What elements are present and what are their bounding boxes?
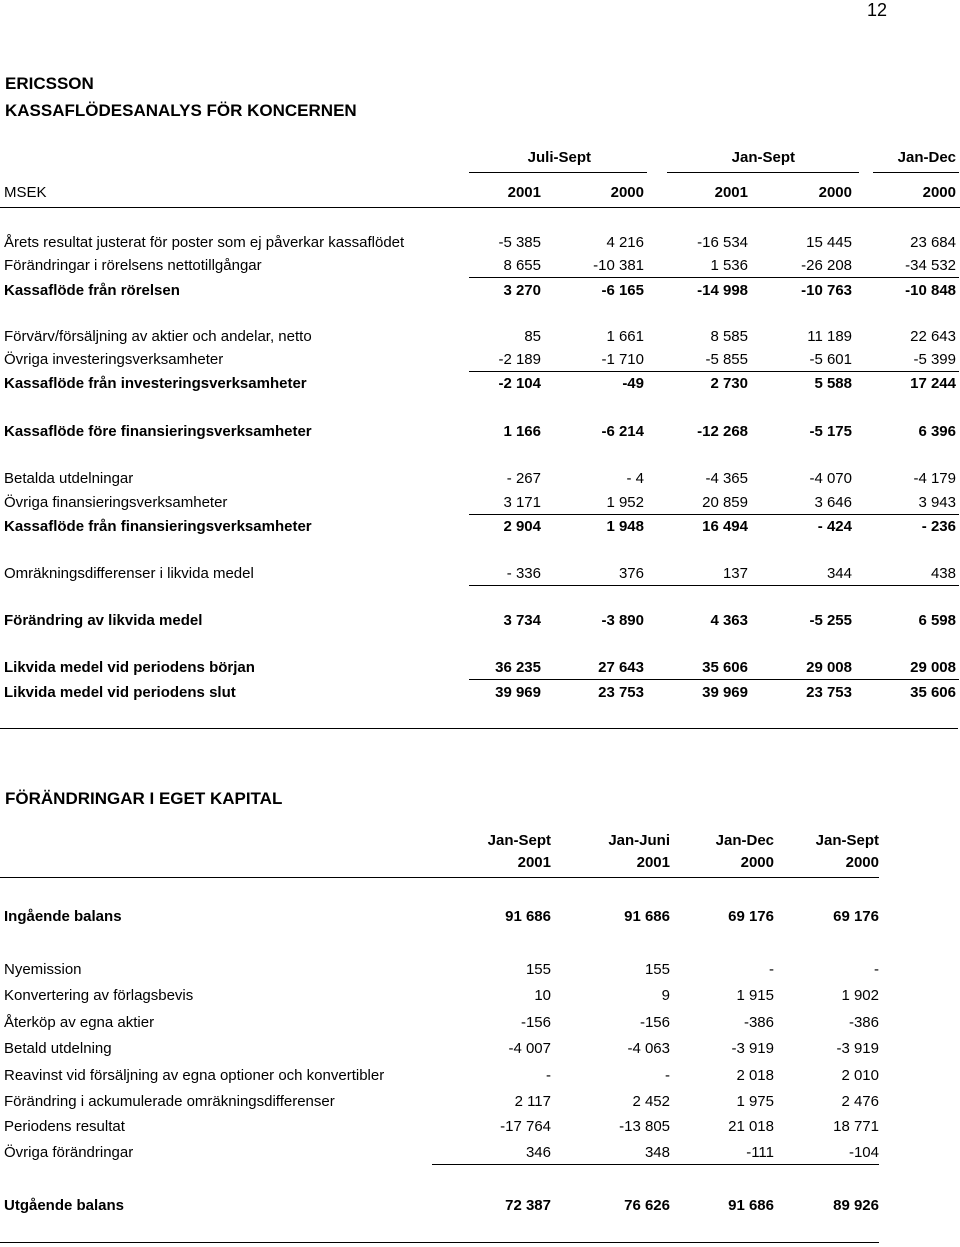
cell-value: 8 655 — [503, 257, 541, 274]
table-row — [0, 1117, 960, 1137]
year-header: 2001 — [636, 854, 670, 871]
cell-value: 20 859 — [702, 494, 748, 511]
cell-value: 29 008 — [806, 659, 852, 676]
equity-year-header — [0, 853, 960, 873]
cell-value: -10 848 — [905, 282, 956, 299]
cell-value: -4 070 — [809, 470, 852, 487]
period-header: Juli-Sept — [527, 149, 591, 166]
cell-value: 2 018 — [736, 1067, 774, 1084]
cell-value: -5 855 — [705, 351, 748, 368]
table-row — [0, 611, 960, 631]
row-label: Periodens resultat — [4, 1118, 125, 1135]
cell-value: -5 255 — [809, 612, 852, 629]
year-header: 2001 — [714, 184, 748, 201]
cell-value: 346 — [525, 1144, 551, 1161]
row-label: Ingående balans — [4, 908, 122, 925]
table-row — [0, 327, 960, 347]
row-label: Omräkningsdifferenser i likvida medel — [4, 565, 254, 582]
table-row — [0, 374, 960, 394]
header-rule — [0, 207, 960, 208]
cell-value: 76 626 — [624, 1197, 670, 1214]
table-row — [0, 233, 960, 253]
cell-value: 1 915 — [736, 987, 774, 1004]
year-header: 2000 — [845, 854, 879, 871]
cell-value: 69 176 — [833, 908, 879, 925]
row-label: Årets resultat justerat för poster som ej påverkar kassaflödet — [4, 234, 405, 251]
cell-value: 1 975 — [736, 1093, 774, 1110]
cell-value: 10 — [534, 987, 551, 1004]
year-header: 2001 — [507, 184, 541, 201]
table-row — [0, 281, 960, 301]
cell-value: -3 919 — [731, 1040, 774, 1057]
cell-value: -13 805 — [619, 1118, 670, 1135]
cell-value: -12 268 — [697, 423, 748, 440]
cashflow-period-header — [0, 148, 960, 168]
cell-value: 35 606 — [702, 659, 748, 676]
period-header: Jan-Juni — [608, 832, 670, 849]
cell-value: 155 — [644, 961, 670, 978]
cell-value: -14 998 — [697, 282, 748, 299]
header-rule — [469, 172, 647, 173]
table-row — [0, 1143, 960, 1163]
cashflow-year-header — [0, 183, 960, 203]
row-label: Kassaflöde från finansieringsverksamheter — [4, 518, 312, 535]
table-row — [0, 256, 960, 276]
year-header: 2000 — [922, 184, 956, 201]
year-header: 2000 — [818, 184, 852, 201]
cell-value: -386 — [848, 1014, 879, 1031]
table-row — [0, 683, 960, 703]
cell-value: -17 764 — [500, 1118, 551, 1135]
cell-value: 23 753 — [806, 684, 852, 701]
cell-value: -49 — [622, 375, 644, 392]
cell-value: - 236 — [921, 518, 956, 535]
row-label: Likvida medel vid periodens början — [4, 659, 255, 676]
year-header: 2001 — [517, 854, 551, 871]
row-label: Förändring i ackumulerade omräkningsdifferenser — [4, 1093, 335, 1110]
cell-value: 348 — [644, 1144, 670, 1161]
section-rule — [0, 728, 958, 729]
period-header: Jan-Sept — [731, 149, 795, 166]
cell-value: -6 214 — [601, 423, 644, 440]
subtotal-rule — [469, 514, 959, 515]
cell-value: 11 189 — [807, 328, 852, 345]
cell-value: 72 387 — [505, 1197, 551, 1214]
cell-value: -3 890 — [601, 612, 644, 629]
subtotal-rule — [469, 679, 959, 680]
cell-value: 4 216 — [606, 234, 644, 251]
table-row — [0, 517, 960, 537]
cell-value: -5 385 — [498, 234, 541, 251]
table-row — [0, 907, 960, 927]
cell-value: - 4 — [626, 470, 644, 487]
cell-value: 35 606 — [910, 684, 956, 701]
row-label: Kassaflöde före finansieringsverksamheter — [4, 423, 312, 440]
cell-value: - — [665, 1067, 670, 1084]
cell-value: 9 — [661, 987, 670, 1004]
cell-value: 17 244 — [910, 375, 956, 392]
row-label: Övriga investeringsverksamheter — [4, 351, 224, 368]
table-row — [0, 1066, 960, 1086]
cell-value: 29 008 — [910, 659, 956, 676]
row-label: Förändringar i rörelsens nettotillgångar — [4, 257, 262, 274]
cell-value: -16 534 — [697, 234, 748, 251]
cell-value: 22 643 — [910, 328, 956, 345]
row-label: Utgående balans — [4, 1197, 125, 1214]
cell-value: -156 — [639, 1014, 670, 1031]
cell-value: 3 943 — [918, 494, 956, 511]
cell-value: 2 904 — [503, 518, 541, 535]
header-rule — [873, 172, 959, 173]
cell-value: 18 771 — [833, 1118, 879, 1135]
cell-value: 85 — [524, 328, 541, 345]
cell-value: 91 686 — [624, 908, 670, 925]
cell-value: 6 396 — [918, 423, 956, 440]
table-row — [0, 1013, 960, 1033]
cell-value: 23 684 — [910, 234, 956, 251]
period-header: Jan-Sept — [487, 832, 551, 849]
cell-value: 89 926 — [833, 1197, 879, 1214]
cell-value: -104 — [848, 1144, 879, 1161]
year-header: 2000 — [740, 854, 774, 871]
cell-value: -4 365 — [705, 470, 748, 487]
cell-value: 3 734 — [503, 612, 541, 629]
cell-value: -386 — [743, 1014, 774, 1031]
cell-value: 438 — [930, 565, 956, 582]
subtotal-rule — [469, 277, 959, 278]
row-label: Återköp av egna aktier — [4, 1014, 155, 1031]
cell-value: 39 969 — [702, 684, 748, 701]
cell-value: -10 763 — [801, 282, 852, 299]
cell-value: 2 010 — [841, 1067, 879, 1084]
cell-value: -4 063 — [627, 1040, 670, 1057]
header-rule — [0, 877, 879, 878]
table-row — [0, 350, 960, 370]
cell-value: 1 902 — [841, 987, 879, 1004]
table-row — [0, 493, 960, 513]
cell-value: -5 175 — [809, 423, 852, 440]
cell-value: - 424 — [817, 518, 852, 535]
cell-value: 2 117 — [514, 1093, 551, 1110]
subtotal-rule — [469, 585, 959, 586]
cell-value: -34 532 — [905, 257, 956, 274]
cell-value: 3 646 — [814, 494, 852, 511]
cell-value: 5 588 — [814, 375, 852, 392]
cell-value: -2 104 — [498, 375, 541, 392]
table-row — [0, 564, 960, 584]
period-header: Jan-Dec — [897, 149, 956, 166]
period-header: Jan-Dec — [715, 832, 774, 849]
cell-value: 21 018 — [728, 1118, 774, 1135]
header-rule — [667, 172, 859, 173]
row-label: Kassaflöde från rörelsen — [4, 282, 180, 299]
unit-label: MSEK — [4, 184, 47, 201]
row-label: Övriga finansieringsverksamheter — [4, 494, 228, 511]
company-name: ERICSSON — [5, 74, 94, 93]
cell-value: -26 208 — [801, 257, 852, 274]
cell-value: -1 710 — [601, 351, 644, 368]
cell-value: -2 189 — [498, 351, 541, 368]
cell-value: 137 — [722, 565, 748, 582]
cell-value: 23 753 — [598, 684, 644, 701]
table-row — [0, 1039, 960, 1059]
cell-value: -156 — [520, 1014, 551, 1031]
cell-value: 16 494 — [702, 518, 748, 535]
cell-value: 1 661 — [606, 328, 644, 345]
row-label: Likvida medel vid periodens slut — [4, 684, 236, 701]
total-rule — [432, 1164, 879, 1165]
cell-value: 1 952 — [606, 494, 644, 511]
cell-value: -4 007 — [508, 1040, 551, 1057]
cell-value: 4 363 — [710, 612, 748, 629]
table-row — [0, 658, 960, 678]
row-label: Konvertering av förlagsbevis — [4, 987, 194, 1004]
table-row — [0, 986, 960, 1006]
page-number: 12 — [866, 0, 887, 20]
cell-value: 27 643 — [598, 659, 644, 676]
table-row — [0, 1196, 960, 1216]
cell-value: 2 730 — [710, 375, 748, 392]
cell-value: 344 — [826, 565, 852, 582]
cell-value: 3 171 — [503, 494, 541, 511]
cell-value: 91 686 — [505, 908, 551, 925]
cell-value: 1 948 — [606, 518, 644, 535]
cell-value: 1 536 — [710, 257, 748, 274]
cell-value: - — [874, 961, 879, 978]
cell-value: 2 476 — [841, 1093, 879, 1110]
cell-value: -5 601 — [809, 351, 852, 368]
cell-value: 6 598 — [918, 612, 956, 629]
cell-value: -5 399 — [913, 351, 956, 368]
cell-value: 91 686 — [728, 1197, 774, 1214]
row-label: Betald utdelning — [4, 1040, 112, 1057]
cell-value: 8 585 — [710, 328, 748, 345]
cell-value: 1 166 — [503, 423, 541, 440]
subtotal-rule — [469, 371, 959, 372]
row-label: Förvärv/försäljning av aktier och andelar, netto — [4, 328, 312, 345]
cell-value: 15 445 — [806, 234, 852, 251]
cell-value: 155 — [525, 961, 551, 978]
cell-value: -4 179 — [913, 470, 956, 487]
table-row — [0, 1092, 960, 1112]
row-label: Förändring av likvida medel — [4, 612, 203, 629]
equity-title: FÖRÄNDRINGAR I EGET KAPITAL — [5, 789, 283, 808]
row-label: Övriga förändringar — [4, 1144, 134, 1161]
equity-period-header — [0, 831, 960, 851]
table-row — [0, 422, 960, 442]
period-header: Jan-Sept — [815, 832, 879, 849]
table-row — [0, 960, 960, 980]
cell-value: 69 176 — [728, 908, 774, 925]
cell-value: -6 165 — [601, 282, 644, 299]
cell-value: 376 — [618, 565, 644, 582]
row-label: Reavinst vid försäljning av egna optioner och konvertibler — [4, 1067, 385, 1084]
cell-value: 3 270 — [503, 282, 541, 299]
cell-value: 36 235 — [495, 659, 541, 676]
year-header: 2000 — [610, 184, 644, 201]
row-label: Kassaflöde från investeringsverksamheter — [4, 375, 307, 392]
bottom-rule — [0, 1242, 879, 1243]
cell-value: -111 — [746, 1144, 774, 1161]
row-label: Nyemission — [4, 961, 82, 978]
cell-value: 2 452 — [632, 1093, 670, 1110]
cell-value: 39 969 — [495, 684, 541, 701]
cell-value: - 336 — [506, 565, 541, 582]
cell-value: - — [769, 961, 774, 978]
cell-value: - 267 — [506, 470, 541, 487]
cell-value: -10 381 — [593, 257, 644, 274]
table-row — [0, 469, 960, 489]
cell-value: - — [546, 1067, 551, 1084]
row-label: Betalda utdelningar — [4, 470, 134, 487]
cashflow-title: KASSAFLÖDESANALYS FÖR KONCERNEN — [5, 101, 357, 120]
cell-value: -3 919 — [836, 1040, 879, 1057]
